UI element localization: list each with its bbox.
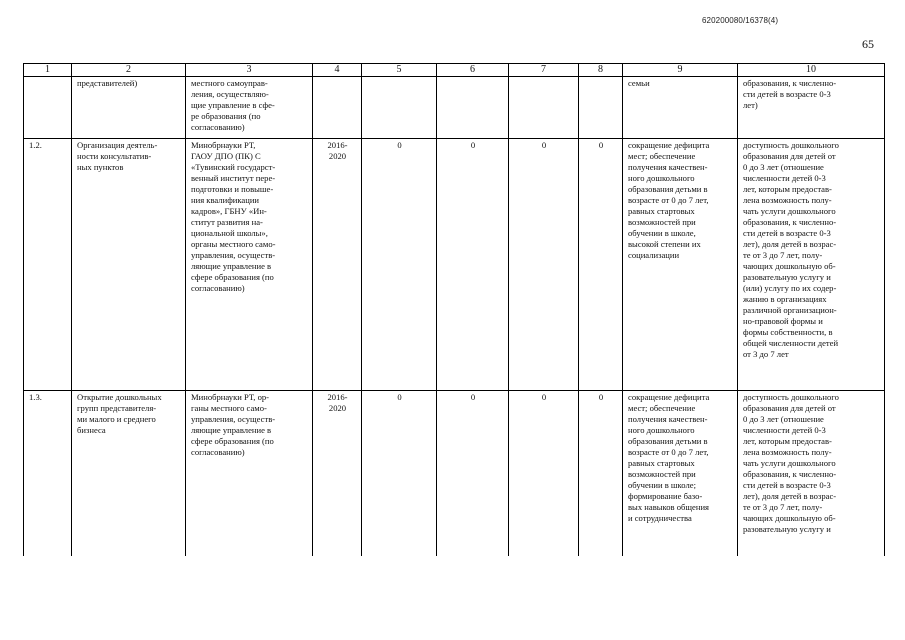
cell-text-line: сокращение дефицита — [628, 140, 710, 150]
cell-text-line: 0 до 3 лет (отношение — [743, 414, 824, 424]
cell-text-line: обучении в школе; — [628, 480, 696, 490]
cell-text-line: возможностей при — [628, 469, 696, 479]
value-cell: 0 — [437, 391, 509, 556]
cell-text-line: лет, которым предостав- — [743, 184, 832, 194]
cell-text-line: мест; обеспечение — [628, 403, 696, 413]
value-cell: 0 — [362, 139, 437, 391]
cell-text-line: социализации — [628, 250, 680, 260]
column-number: 8 — [579, 64, 623, 77]
cell-text-line: (или) услугу по их содер- — [743, 283, 837, 293]
cell-text-line: ности консультатив- — [77, 151, 152, 161]
item-number-cell — [24, 391, 72, 556]
cell-text-line: лет, которым предостав- — [743, 436, 832, 446]
cell-text-line: чающих дошкольную об- — [743, 513, 836, 523]
cell-text-line: возможностей при — [628, 217, 696, 227]
cell-text-line: обучении в школе, — [628, 228, 696, 238]
cell-text-line: лет), доля детей в возрас- — [743, 491, 837, 501]
indicator-cell — [738, 139, 885, 391]
cell-text-line: лет) — [743, 100, 758, 110]
column-number: 7 — [509, 64, 579, 77]
cell-text-line: возрасте от 0 до 7 лет, — [628, 447, 709, 457]
cell-text-line: «Тувинский государст- — [191, 162, 276, 172]
cell-text-line: согласованию) — [191, 447, 245, 457]
cell-text-line: численности детей 0-3 — [743, 173, 826, 183]
column-number: 5 — [362, 64, 437, 77]
cell-text-line: общей численности детей — [743, 338, 839, 348]
cell-text-line: лет), доля детей в возрас- — [743, 239, 837, 249]
value-cell — [579, 77, 623, 139]
cell-text-line: ляющие управление в — [191, 261, 272, 271]
cell-text-line: разовательную услугу и — [743, 524, 831, 534]
cell-text-line: ГАОУ ДПО (ПК) С — [191, 151, 261, 161]
cell-text-line: ститут развития на- — [191, 217, 263, 227]
cell-text-line: сфере образования (по — [191, 436, 274, 446]
table-row — [24, 139, 885, 391]
cell-text-line: формы собственности, в — [743, 327, 833, 337]
cell-text-line: подготовки и повыше- — [191, 184, 274, 194]
cell-text-line: 1.2. — [29, 140, 42, 150]
cell-text-line: образования, к численно- — [743, 217, 837, 227]
value-cell: 0 — [437, 139, 509, 391]
period-cell — [313, 391, 362, 556]
cell-text-line: циональной школы», — [191, 228, 268, 238]
cell-text-line: ми малого и среднего — [77, 414, 156, 424]
cell-text-line: чать услуги дошкольного — [743, 458, 836, 468]
cell-text-line: возрасте от 0 до 7 лет, — [628, 195, 709, 205]
cell-text-line: равных стартовых — [628, 458, 695, 468]
column-number: 2 — [72, 64, 186, 77]
cell-text-line: согласованию) — [191, 122, 245, 132]
cell-text-line: получения качествен- — [628, 414, 708, 424]
cell-text-line: ных пунктов — [77, 162, 124, 172]
cell-text-line: численности детей 0-3 — [743, 425, 826, 435]
period-cell — [313, 139, 362, 391]
cell-text-line: мест; обеспечение — [628, 151, 696, 161]
page-number: 65 — [862, 37, 874, 51]
table-row — [24, 391, 885, 556]
cell-text-line: управления, осуществ- — [191, 414, 276, 424]
cell-text-line: образования для детей от — [743, 403, 836, 413]
value-cell — [509, 77, 579, 139]
cell-text-line: образования для детей от — [743, 151, 836, 161]
cell-text-line: от 3 до 7 лет — [743, 349, 789, 359]
cell-text-line: согласованию) — [191, 283, 245, 293]
cell-text-line: местного самоуправ- — [191, 78, 268, 88]
cell-text-line: получения качествен- — [628, 162, 708, 172]
cell-text-line: образования детьми в — [628, 184, 708, 194]
cell-text-line: Минобрнауки РТ, ор- — [191, 392, 270, 402]
cell-text-line: кадров», ГБНУ «Ин- — [191, 206, 267, 216]
cell-text-line: бизнеса — [77, 425, 106, 435]
column-number: 1 — [24, 64, 72, 77]
expected-result-cell — [623, 139, 738, 391]
value-cell — [362, 77, 437, 139]
cell-text-line: ре образования (по — [191, 111, 261, 121]
cell-text-line: Организация деятель- — [77, 140, 158, 150]
column-number-row — [24, 64, 885, 77]
cell-text-line: и сотрудничества — [628, 513, 692, 523]
cell-text-line: сти детей в возрасте 0-3 — [743, 480, 831, 490]
responsible-cell — [186, 139, 313, 391]
cell-text-line: 2020 — [328, 151, 347, 161]
cell-text-line: те от 3 до 7 лет, полу- — [743, 250, 823, 260]
cell-text-line: чать услуги дошкольного — [743, 206, 836, 216]
cell-text-line: 1.3. — [29, 392, 42, 402]
column-number: 3 — [186, 64, 313, 77]
period-cell — [313, 77, 362, 139]
column-number: 10 — [738, 64, 885, 77]
activity-cell — [72, 391, 186, 556]
cell-text-line: представителей) — [77, 78, 138, 88]
expected-result-cell — [623, 391, 738, 556]
cell-text-line: формирование базо- — [628, 491, 703, 501]
cell-text-line: ления, осуществляю- — [191, 89, 269, 99]
cell-text-line: различной организацион- — [743, 305, 837, 315]
cell-text-line: разовательную услугу и — [743, 272, 831, 282]
cell-text-line: 2020 — [328, 403, 347, 413]
cell-text-line: чающих дошкольную об- — [743, 261, 836, 271]
table-row — [24, 77, 885, 139]
cell-text-line: семьи — [628, 78, 650, 88]
value-cell: 0 — [579, 139, 623, 391]
cell-text-line: вых навыков общения — [628, 502, 710, 512]
cell-text-line: но-правовой формы и — [743, 316, 823, 326]
cell-text-line: те от 3 до 7 лет, полу- — [743, 502, 823, 512]
cell-text-line: образования детьми в — [628, 436, 708, 446]
cell-text-line: ганы местного само- — [191, 403, 267, 413]
cell-text-line: управления, осуществ- — [191, 250, 276, 260]
expected-result-cell — [623, 77, 738, 139]
activity-cell — [72, 77, 186, 139]
cell-text-line: 2016- — [327, 140, 348, 150]
column-number: 6 — [437, 64, 509, 77]
cell-text-line: сокращение дефицита — [628, 392, 710, 402]
indicator-cell — [738, 77, 885, 139]
cell-text-line: лена возможность полу- — [743, 447, 832, 457]
responsible-cell — [186, 77, 313, 139]
cell-text-line: Минобрнауки РТ, — [191, 140, 256, 150]
cell-text-line: образования, к численно- — [743, 469, 837, 479]
responsible-cell — [186, 391, 313, 556]
indicator-cell — [738, 391, 885, 556]
cell-text-line: лена возможность полу- — [743, 195, 832, 205]
cell-text-line: щие управление в сфе- — [191, 100, 275, 110]
item-number-cell — [24, 77, 72, 139]
value-cell: 0 — [579, 391, 623, 556]
column-number: 9 — [623, 64, 738, 77]
cell-text-line: сти детей в возрасте 0-3 — [743, 228, 831, 238]
cell-text-line: доступность дошкольного — [743, 140, 839, 150]
cell-text-line: сти детей в возрасте 0-3 — [743, 89, 831, 99]
cell-text-line: ния квалификации — [191, 195, 260, 205]
document-code: 620200080/16378(4) — [702, 16, 779, 25]
cell-text-line: жанию в организациях — [743, 294, 827, 304]
cell-text-line: равных стартовых — [628, 206, 695, 216]
value-cell: 0 — [509, 139, 579, 391]
cell-text-line: ляющие управление в — [191, 425, 272, 435]
value-cell — [437, 77, 509, 139]
cell-text-line: сфере образования (по — [191, 272, 274, 282]
value-cell: 0 — [509, 391, 579, 556]
cell-text-line: доступность дошкольного — [743, 392, 839, 402]
activity-cell — [72, 139, 186, 391]
activities-table — [23, 63, 885, 556]
cell-text-line: групп представителя- — [77, 403, 157, 413]
cell-text-line: ного дошкольного — [628, 173, 695, 183]
cell-text-line: 2016- — [327, 392, 348, 402]
cell-text-line: образования, к численно- — [743, 78, 837, 88]
cell-text-line: высокой степени их — [628, 239, 701, 249]
cell-text-line: венный институт пере- — [191, 173, 276, 183]
column-number: 4 — [313, 64, 362, 77]
cell-text-line: органы местного само- — [191, 239, 276, 249]
cell-text-line: 0 до 3 лет (отношение — [743, 162, 824, 172]
value-cell: 0 — [362, 391, 437, 556]
cell-text-line: Открытие дошкольных — [77, 392, 162, 402]
item-number-cell — [24, 139, 72, 391]
cell-text-line: ного дошкольного — [628, 425, 695, 435]
